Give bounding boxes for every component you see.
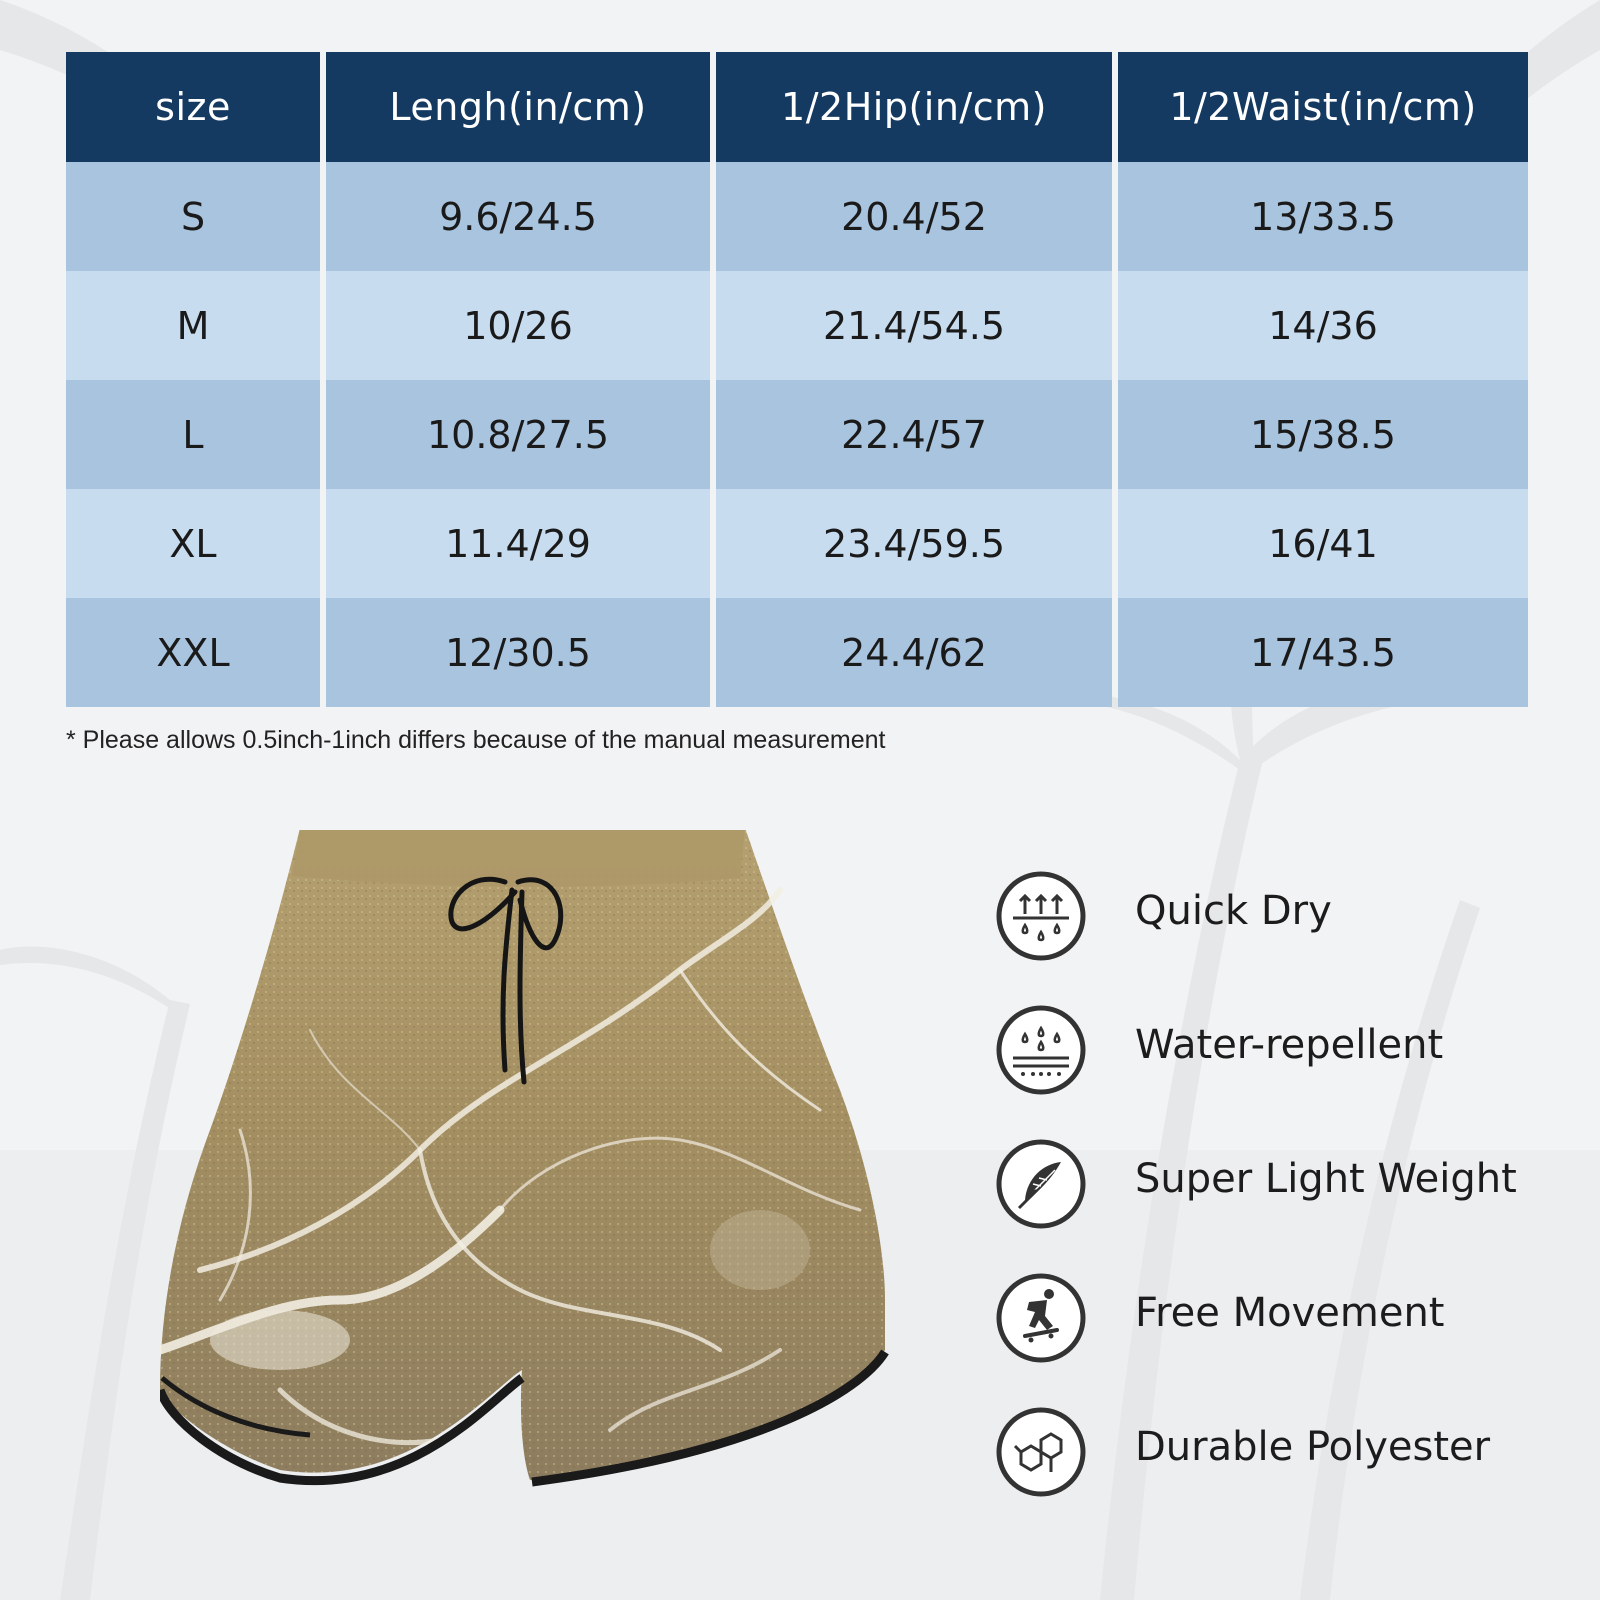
- table-row: [66, 162, 1528, 271]
- cell-length: 10.8/27.5: [326, 380, 710, 489]
- feature-label: Free Movement: [1135, 1290, 1445, 1336]
- cell-waist: 13/33.5: [1118, 162, 1528, 271]
- polyester-molecule-icon: [995, 1406, 1087, 1498]
- cell-size: XXL: [66, 598, 320, 707]
- product-shorts-image: [160, 830, 910, 1520]
- table-row: [66, 598, 1528, 707]
- feature-label: Super Light Weight: [1135, 1156, 1517, 1202]
- table-row: [66, 271, 1528, 380]
- table-row: [66, 489, 1528, 598]
- feather-icon: [995, 1138, 1087, 1230]
- cell-waist: 16/41: [1118, 489, 1528, 598]
- header-half-waist: 1/2Waist(in/cm): [1118, 52, 1528, 162]
- cell-length: 9.6/24.5: [326, 162, 710, 271]
- table-row: [66, 380, 1528, 489]
- header-size: size: [66, 52, 320, 162]
- cell-waist: 17/43.5: [1118, 598, 1528, 707]
- cell-hip: 24.4/62: [716, 598, 1112, 707]
- cell-length: 11.4/29: [326, 489, 710, 598]
- feature-label: Water-repellent: [1135, 1022, 1444, 1068]
- cell-hip: 20.4/52: [716, 162, 1112, 271]
- header-half-hip: 1/2Hip(in/cm): [716, 52, 1112, 162]
- cell-length: 12/30.5: [326, 598, 710, 707]
- table-header-row: [66, 52, 1528, 162]
- cell-size: S: [66, 162, 320, 271]
- cell-waist: 15/38.5: [1118, 380, 1528, 489]
- quick-dry-icon: [995, 870, 1087, 962]
- cell-waist: 14/36: [1118, 271, 1528, 380]
- measurement-note: * Please allows 0.5inch-1inch differs because of the manual measurement: [66, 726, 886, 754]
- size-chart-table: [60, 52, 1534, 707]
- cell-hip: 21.4/54.5: [716, 271, 1112, 380]
- cell-length: 10/26: [326, 271, 710, 380]
- skater-icon: [995, 1272, 1087, 1364]
- cell-size: L: [66, 380, 320, 489]
- cell-size: XL: [66, 489, 320, 598]
- feature-label: Durable Polyester: [1135, 1424, 1491, 1470]
- cell-hip: 23.4/59.5: [716, 489, 1112, 598]
- cell-hip: 22.4/57: [716, 380, 1112, 489]
- header-length: Lengh(in/cm): [326, 52, 710, 162]
- feature-label: Quick Dry: [1135, 888, 1332, 934]
- cell-size: M: [66, 271, 320, 380]
- water-repellent-icon: [995, 1004, 1087, 1096]
